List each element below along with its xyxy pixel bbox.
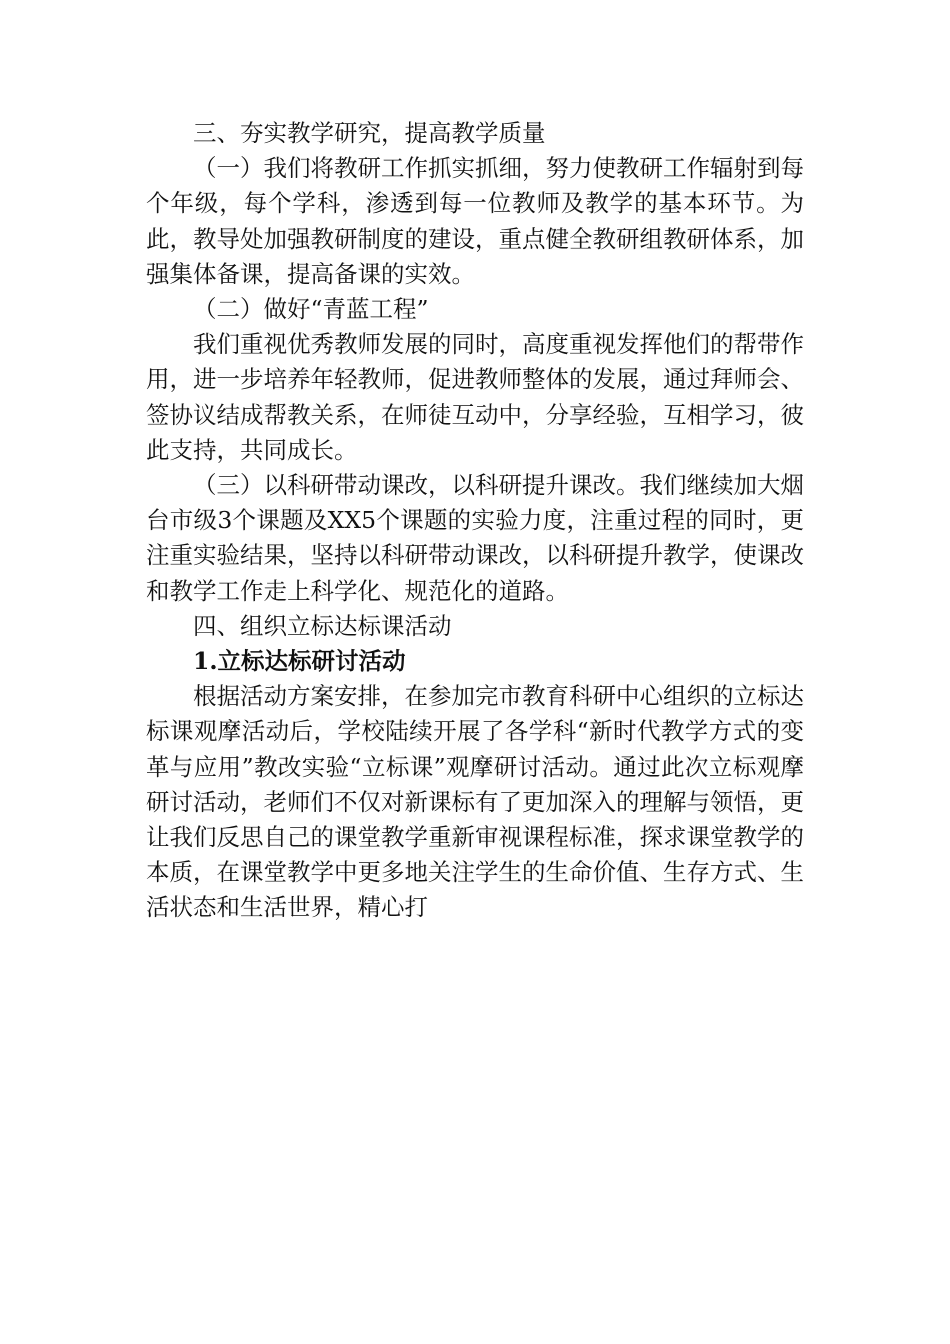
section-4-heading: 四、组织立标达标课活动 — [193, 611, 452, 640]
document-body — [146, 116, 804, 926]
section-3-paragraph-2-body: 我们重视优秀教师发展的同时，高度重视发挥他们的帮带作用，进一步培养年轻教师，促进教师整体的发展，通过拜师会、签协议结成帮教关系，在师徒互动中，分享经验，互相学习，彼此支持，共同成长。 — [146, 330, 804, 464]
section-3-paragraph-1: （一）我们将教研工作抓实抓细，努力使教研工作辐射到每个年级，每个学科，渗透到每一位教师及教学的基本环节。为此，教导处加强教研制度的建设，重点健全教研组教研体系，加强集体备课，提高备课的实效。 — [146, 154, 804, 288]
section-3-heading: 三、夯实教学研究，提高教学质量 — [193, 119, 546, 147]
section-3-paragraph-3: （三）以科研带动课改，以科研提升课改。我们继续加大烟台市级3个课题及XX5个课题的实验力度，注重过程的同时，更注重实验结果，坚持以科研带动课改，以科研提升教学，使课改和教学工作走上科学化、规范化的道路。 — [146, 471, 804, 605]
section-4-subheading: 1.立标达标研讨活动 — [193, 647, 406, 676]
section-3-paragraph-2-title: （二）做好“青蓝工程” — [193, 295, 429, 324]
section-4-paragraph-1: 根据活动方案安排，在参加完市教育科研中心组织的立标达标课观摩活动后，学校陆续开展了各学科“新时代教学方式的变革与应用”教改实验“立标课”观摩研讨活动。通过此次立标观摩研讨活动，老师们不仅对新课标有了更加深入的理解与领悟，更让我们反思自己的课堂教学重新审视课程标准，探求课堂教学的本质，在课堂教学中更多地关注学生的生命价值、生存方式、生活状态和生活世界，精心打 — [146, 682, 804, 922]
